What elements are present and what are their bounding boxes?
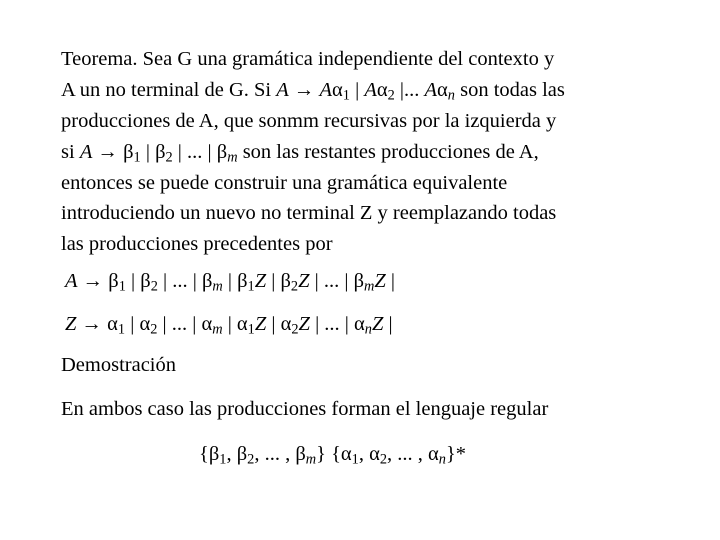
subscript: 2 (379, 451, 388, 468)
theorem-line-3: producciones de A, que sonmm recursivas por la izquierda y (61, 110, 557, 132)
alpha-symbol: α (354, 313, 365, 335)
subscript: 1 (117, 321, 126, 338)
subscript: 1 (342, 87, 350, 104)
comma: , (254, 443, 260, 465)
comma: , (387, 443, 393, 465)
star-symbol: * (455, 443, 467, 465)
subscript: n (438, 451, 446, 468)
comma: , (285, 443, 291, 465)
bar-symbol: | (315, 313, 320, 335)
subscript: 2 (387, 87, 395, 104)
subscript: 2 (247, 451, 255, 468)
bar-symbol: | (162, 270, 168, 292)
symbol-Z: Z (254, 270, 267, 292)
symbol-Z: Z (298, 313, 310, 335)
beta-symbol: β (155, 141, 166, 163)
beta-symbol: β (108, 270, 119, 292)
alpha-symbol: α (236, 313, 248, 335)
subscript: 2 (165, 149, 173, 166)
demo-text: En ambos caso las producciones forman el lenguaje regular (61, 398, 549, 420)
symbol-Z: Z (374, 270, 386, 292)
bar-symbol: | (177, 141, 182, 163)
alpha-symbol: α (280, 313, 292, 335)
arrow-symbol: → (82, 270, 104, 292)
arrow-symbol: → (293, 79, 315, 101)
alpha-symbol: α (332, 79, 343, 101)
symbol-Z: Z (298, 270, 310, 292)
arrow-symbol: → (97, 141, 118, 163)
subscript: m (364, 278, 375, 295)
comma: , (417, 443, 423, 465)
bar-symbol: | (162, 313, 167, 335)
beta-symbol: β (123, 141, 134, 163)
formula-a-productions (65, 266, 395, 296)
bar-symbol: | (271, 313, 276, 335)
bar-symbol: | (344, 270, 349, 292)
theorem-line-5: entonces se puede construir una gramática equivalente (61, 172, 508, 194)
ellipsis: ... (324, 313, 340, 335)
subscript: m (212, 321, 223, 338)
ellipsis: ... (264, 443, 280, 465)
comma: , (358, 443, 364, 465)
theorem-line-1: Teorema. Sea G una gramática independiente del contexto y (61, 48, 555, 70)
bar-symbol: | (207, 141, 212, 163)
beta-symbol: β (201, 270, 213, 292)
bar-symbol: | (145, 141, 150, 163)
bar-symbol: | (388, 313, 393, 335)
alpha-symbol: α (340, 443, 352, 465)
subscript: m (212, 278, 223, 295)
ellipsis: ... (171, 313, 188, 335)
subscript: m (227, 149, 238, 166)
beta-symbol: β (208, 443, 220, 465)
theorem-line-2-text: A un no terminal de G. Si (61, 79, 277, 101)
beta-symbol: β (236, 443, 248, 465)
ellipsis: ... (187, 141, 203, 163)
ellipsis: ... (323, 270, 340, 292)
subscript: 1 (133, 149, 141, 166)
subscript: 1 (118, 278, 126, 295)
bar-symbol: | (227, 270, 232, 292)
alpha-symbol: α (201, 313, 213, 335)
ellipsis: ... (397, 443, 413, 465)
bar-symbol: | (355, 79, 360, 101)
theorem-line-6: introduciendo un nuevo no terminal Z y reemplazando todas (61, 202, 557, 224)
symbol-A: A (319, 79, 333, 101)
subscript: n (447, 87, 455, 104)
ellipsis: ... (172, 270, 188, 292)
theorem-line-4 (61, 137, 539, 167)
comma: , (226, 443, 232, 465)
bar-symbol: | (130, 313, 135, 335)
beta-symbol: β (295, 443, 306, 465)
beta-symbol: β (280, 270, 291, 292)
beta-symbol: β (353, 270, 365, 292)
subscript: 1 (247, 321, 255, 338)
bar-symbol: | (131, 270, 136, 292)
subscript: 1 (351, 451, 359, 468)
bar-symbol: | (271, 270, 276, 292)
alpha-symbol: α (107, 313, 118, 335)
alpha-symbol: α (376, 79, 388, 101)
beta-symbol: β (140, 270, 151, 292)
formula-regular-language: {$\beta_1$, $\beta_2$, ... , $\beta_m$} {$\alpha_1$, $\alpha_2$, ... , $\alpha_n\}*$ (199, 443, 467, 468)
beta-symbol: β (216, 141, 228, 163)
alpha-symbol: α (437, 79, 448, 101)
symbol-A: A (276, 79, 289, 101)
bar-symbol: | (314, 270, 319, 292)
theorem-line-2-end: son todas las (454, 79, 565, 101)
subscript: 2 (291, 321, 299, 338)
bar-symbol: | (390, 270, 396, 292)
alpha-symbol: α (139, 313, 151, 335)
symbol-Z: Z (371, 313, 384, 335)
subscript: n (364, 321, 372, 338)
arrow-symbol: → (81, 313, 103, 335)
bar-symbol: | (192, 270, 197, 292)
theorem-line-4-text: si (61, 141, 80, 163)
subscript: 1 (219, 451, 227, 468)
bar-symbol: | (192, 313, 197, 335)
subscript: 2 (290, 278, 299, 295)
formula-z-productions (65, 309, 393, 339)
demo-heading: Demostración (61, 354, 176, 376)
subscript: m (305, 451, 317, 468)
subscript: 2 (150, 278, 158, 295)
alpha-symbol: α (428, 443, 439, 465)
symbol-Z: Z (65, 313, 77, 335)
beta-symbol: β (237, 270, 248, 292)
theorem-line-2 (61, 75, 565, 105)
symbol-A: A (65, 270, 78, 292)
theorem-line-4-end: son las restantes producciones de A, (237, 141, 539, 163)
symbol-A: A (79, 141, 93, 163)
ellipsis: ... (404, 79, 420, 101)
bar-symbol: | (344, 313, 349, 335)
bar-symbol: | (227, 313, 232, 335)
subscript: 2 (150, 321, 158, 338)
subscript: 1 (247, 278, 255, 295)
bar-symbol: | (399, 79, 405, 101)
theorem-line-7: las producciones precedentes por (61, 233, 333, 255)
symbol-A: A (364, 79, 377, 101)
alpha-symbol: α (369, 443, 380, 465)
symbol-A: A (424, 79, 438, 101)
symbol-Z: Z (254, 313, 267, 335)
